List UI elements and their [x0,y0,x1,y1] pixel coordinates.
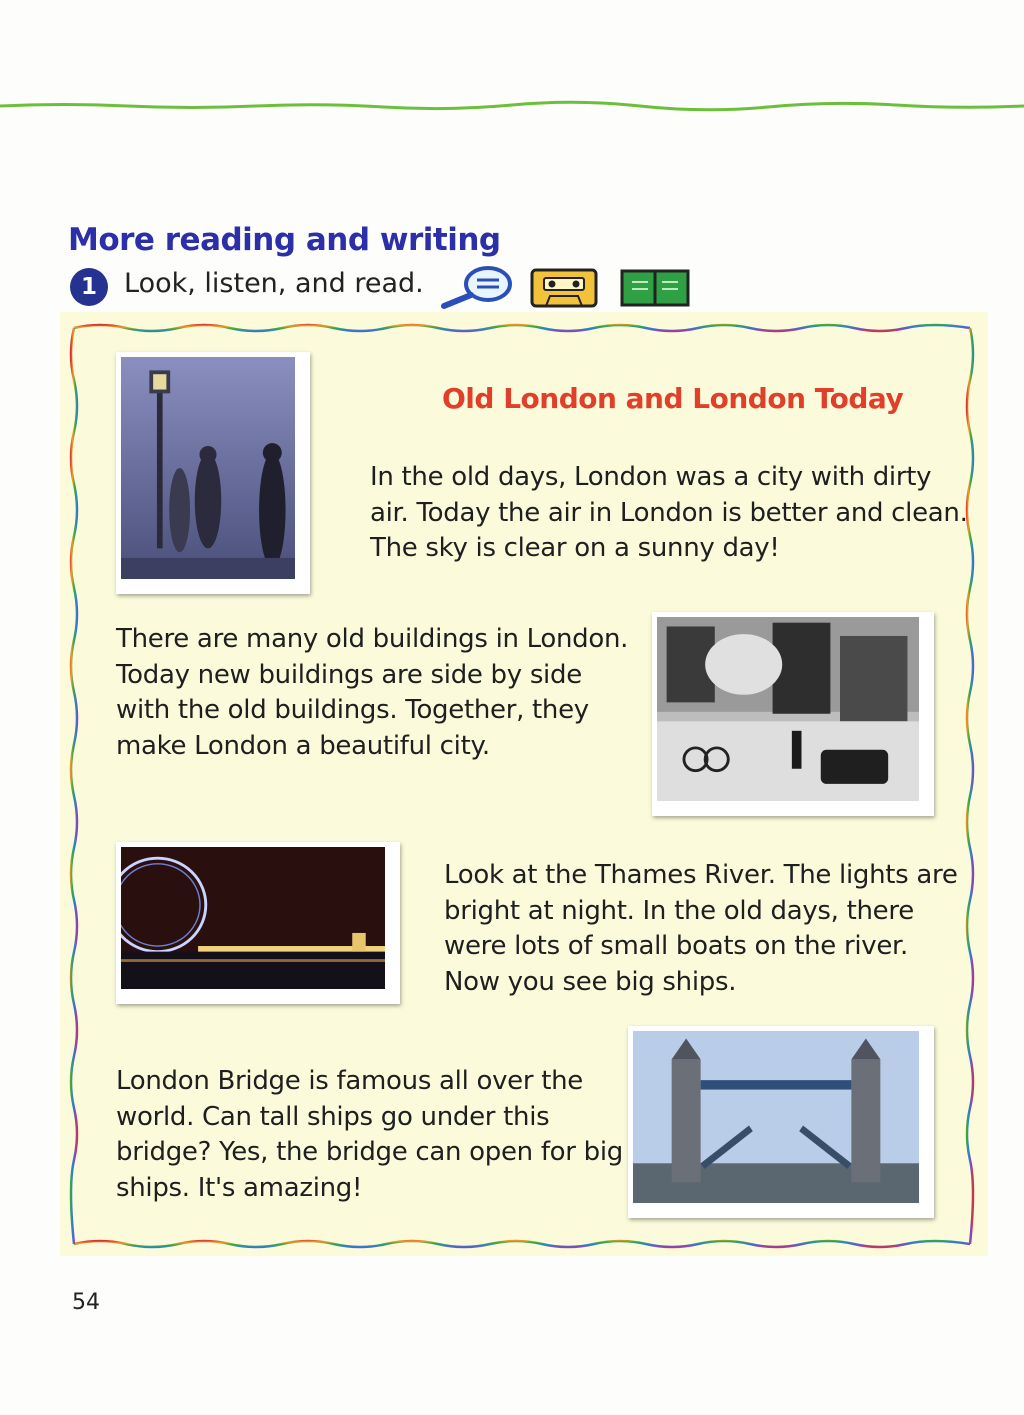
paragraph-bridge: London Bridge is famous all over the world. Can tall ships go under this bridge? Yes, the bridge can open for big ships. It's amazing! [116,1066,623,1203]
paragraph-buildings: There are many old buildings in London. Today new buildings are side by side with the old buildings. Together, they make London a beautiful city. [116,624,629,761]
instruction-row [70,264,710,310]
magnifier-icon [438,264,516,310]
step-number-badge: 1 [70,268,108,306]
section-title: More reading and writing [68,222,501,258]
paragraph-air: In the old days, London was a city with dirty air. Today the air in London is better and clean. The sky is clear on a sunny day! [370,462,968,563]
tower-bridge-photo [628,1026,934,1218]
foggy-london-photo [116,352,310,594]
top-green-rule [0,98,1024,114]
paragraph-thames: Look at the Thames River. The lights are bright at night. In the old days, there were lots of small boats on the river. Now you see big ships. [444,860,958,997]
page-number: 54 [72,1290,100,1315]
book-icon [620,268,690,308]
ruined-buildings-photo [652,612,934,816]
thames-night-photo [116,842,400,1004]
instruction-text: Look, listen, and read. [124,268,424,299]
cassette-icon [530,268,598,308]
story-title: Old London and London Today [442,382,904,415]
